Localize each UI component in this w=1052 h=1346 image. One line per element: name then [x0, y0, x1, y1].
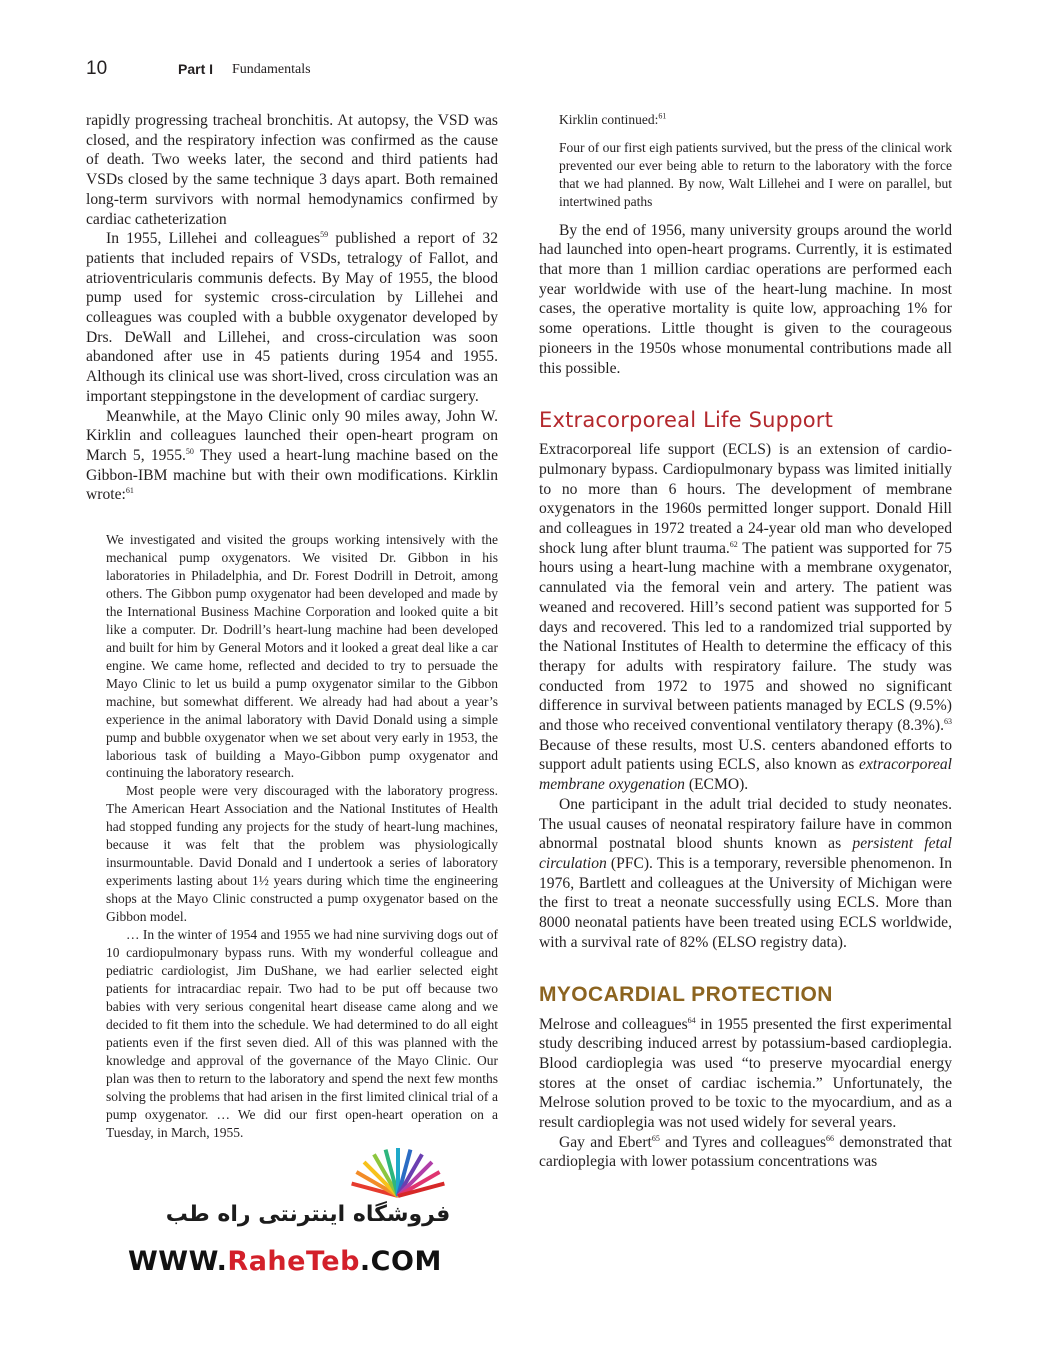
book-fan-logo-icon — [336, 1142, 460, 1198]
part-label: Part I — [178, 61, 214, 77]
citation-ref: 65 — [651, 1133, 660, 1143]
block-quote — [559, 139, 952, 211]
citation-ref: 64 — [687, 1015, 696, 1025]
paragraph: Gay and Ebert$^{65}$ and Tyres and colleagues$^{66}$ demonstrated that cardioplegia with lower potassium concentrations was — [539, 1133, 952, 1171]
watermark — [128, 1142, 488, 1280]
emphasis: extracorporeal membrane oxygenation — [539, 756, 952, 794]
section-label: Fundamentals — [232, 62, 311, 77]
emphasis: persistent fetal circulation — [539, 835, 952, 872]
paragraph: Melrose and colleagues$^{64}$ in 1955 presented the first experimental study describing induced arrest by potassium-based cardioplegia. Blood cardioplegia was used “to preserve myocardial energy stores at the onset of cardiac ischemia.” Unfortunately, the Melrose solution proved to be toxic to the myocardium, and as a result cardioplegia was not used widely for several years. — [539, 1015, 952, 1132]
citation-ref: 66 — [826, 1133, 835, 1143]
paragraph: By the end of 1956, many university groups around the world had launched into open-heart programs. Currently, it is estimated that more than 1 million cardiac operations are performed each year worldwide with use of the heart-lung machine. In most cases, the operative mortality is quite low, approaching 1% for some operations. Little thought is given to the courageous pioneers in the 1950s whose monumental contributions made all this possible. — [539, 221, 952, 377]
quote-paragraph: … In the winter of 1954 and 1955 we had nine surviving dogs out of 10 cardiopulmonary bypass runs. With my wonderful colleague and pediatric cardiologist, Jim DuShane, we had earlier selected eight patients for intracardiac repair. Two had to be put off because two babies with very serious congenital heart disease came along and we decided to fit them into the schedule. We had determined to do all eight patients even if the first seven died. All of this was planned with the knowledge and approval of the governance of the Mayo Clinic. Our plan was then to return to the laboratory and spend the next few months solving the problems that had arisen in the first limited clinical trial of a pump oxygenator. … We did our first open-heart operation on a Tuesday, in March, 1955. — [106, 927, 498, 1140]
watermark-persian-text: فروشگاه اینترنتی راه طب — [165, 1202, 451, 1227]
citation-ref: 61 — [125, 486, 134, 496]
citation-ref: 59 — [320, 230, 329, 240]
page-number: 10 — [86, 58, 108, 79]
quote-paragraph: Four of our first eigh patients survived, but the press of the clinical work prevented our ever being able to return to the laboratory with the force that we had planned. By now, Walt Lillehei and I were on parallel, but intertwined paths — [559, 139, 952, 209]
paragraph: Extracorporeal life support (ECLS) is an extension of cardiopulmonary bypass. Cardiopulmonary bypass was limited initially to no more than 6 hours. The development of membrane oxygenators in the 1960s permitted longer support. Donald Hill and colleagues in 1972 treated a 24-year old man who developed shock lung after blunt trauma.$^{62}$ The patient was supported for 75 hours using a heart-lung machine with a membrane oxygenator, cannulated via the femoral vein and artery. The patient was weaned and recovered. Hill’s second patient was supported for 5 days and recovered. This led to a randomized trial supported by the National Institutes of Health to determine the efficacy of this therapy for adults with respiratory failure. The study was conducted from 1972 to 1975 and showed no significant difference in survival between patients managed by ECLS (9.5%) and those who received conventional ventilatory therapy (8.3%).$^{63}$ Because of these results, most U.S. centers abandoned efforts to support adult patients using ECLS, also known as extracorporeal membrane oxygenation (ECMO). — [539, 441, 952, 794]
citation-ref: 63 — [944, 716, 952, 726]
quote-lead-in: Kirklin continued:$^{61}$ — [559, 111, 667, 127]
section-heading-ecls: Extracorporeal Life Support — [539, 408, 834, 433]
block-quote — [106, 531, 498, 1141]
paragraph: rapidly progressing tracheal bronchitis. At autopsy, the VSD was closed, and the respiratory infection was confirmed as the cause of death. Two weeks later, the second and third patients had VSDs closed by the same technique 3 days apart. Both remained long-term survivors with normal hemodynamics confirmed by cardiac catheterization — [86, 112, 498, 228]
paragraph: Meanwhile, at the Mayo Clinic only 90 miles away, John W. Kirklin and colleagues launched their open-heart program on March 5, 1955.50 They used a heart-lung machine based on the Gibbon-IBM machine but with their own modifications. Kirklin wrote:$^{61}$ — [86, 407, 498, 504]
left-column — [86, 111, 498, 1141]
quote-paragraph: We investigated and visited the groups working intensively with the mechanical pump oxygenators. We visited Dr. Gibbon in his laboratories in Philadelphia, and Dr. Forest Dodrill in Detroit, among others. The Gibbon pump oxygenator had been developed and made by the International Business Machine Corporation and looked quite a bit like a computer. Dr. Dodrill’s heart-lung machine had been developed and built for him by General Motors and it looked a great deal like a car engine. We came home, reflected and decided to try to persuade the Mayo Clinic to let us build a pump oxygenator similar to the Gibbon machine, but somewhat different. We already had had about a year’s experience in the animal laboratory with David Donald using a simple pump and bubble oxygenator when we set about very early in 1953, the laborious task of building a Mayo-Gibbon pump oxygenator and continuing the laboratory research. — [106, 532, 498, 781]
watermark-url: WWW.RaheTeb.COM — [128, 1246, 442, 1277]
citation-ref: 50 — [185, 446, 194, 456]
citation-ref: 62 — [729, 539, 738, 549]
section-heading-myocardial: MYOCARDIAL PROTECTION — [539, 982, 833, 1006]
quote-paragraph: Most people were very discouraged with the laboratory progress. The American Heart Association and the National Institutes of Health had stopped funding any projects for the study of heart-lung machines, because it was felt that the problem was physiologically insurmountable. David Donald and I undertook a series of laboratory experiments lasting about 1½ years during which time the engineering shops at the Mayo Clinic constructed a pump oxygenator based on the Gibbon model. — [106, 783, 498, 925]
paragraph: One participant in the adult trial decided to study neonates. The usual causes of neonatal respiratory failure have in common abnormal postnatal blood shunts known as persistent fetal circulation (PFC). This is a temporary, reversible phenomenon. In 1976, Bartlett and colleagues at the University of Michigan were the first to treat a neonate successfully using ECLS. More than 8000 neonatal patients have been treated using ECLS worldwide, with a survival rate of 82% (ELSO registry data). — [539, 795, 952, 951]
right-column — [539, 111, 952, 1172]
paragraph: In 1955, Lillehei and colleagues$^{59}$ published a report of 32 patients that included repairs of VSDs, tetralogy of Fallot, and atrioventricularis communis defects. By May of 1955, the blood pump used for systemic cross-circulation by Lillehei and colleagues was coupled with a bubble oxygenator developed by Drs. DeWall and Lillehei, and cross-circulation was soon abandoned after use in 45 patients during 1954 and 1955. Although its clinical use was short-lived, cross circulation was an important steppingstone in the development of cardiac surgery. — [86, 230, 498, 405]
citation-ref: 61 — [658, 111, 667, 121]
